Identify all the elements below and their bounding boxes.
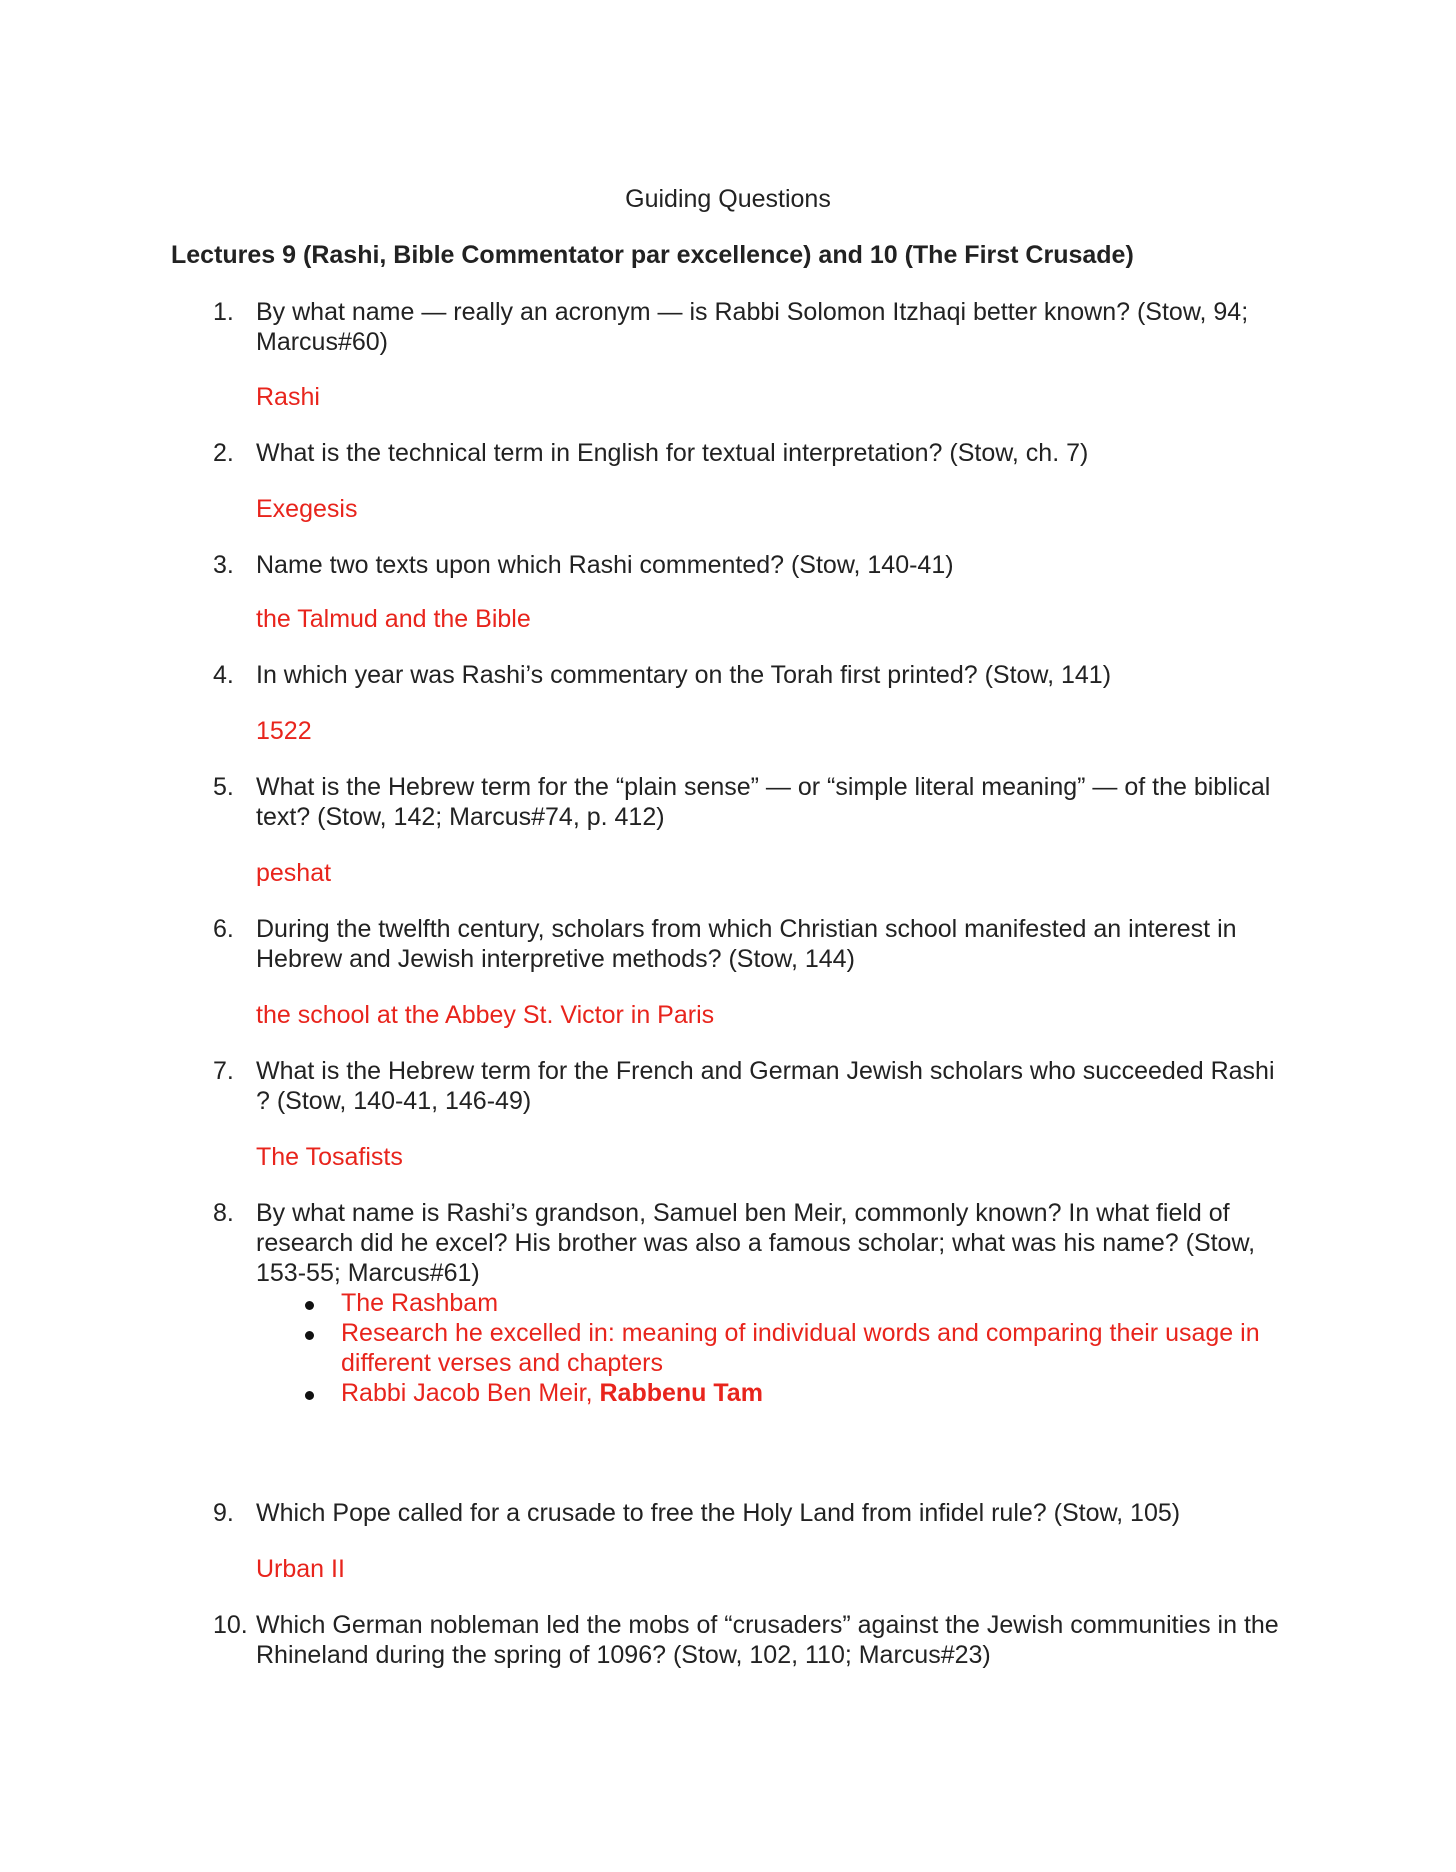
question-text: Name two texts upon which Rashi commented? (Stow, 140-41) (256, 551, 954, 579)
answer-7: The Tosafists (256, 1143, 403, 1171)
question-text: Which German nobleman led the mobs of “crusaders” against the Jewish communities in the Rhineland during the spring of 1096? (Stow, 102, 110; Marcus#23) (256, 1611, 1279, 1669)
answer-3: the Talmud and the Bible (256, 605, 531, 633)
answer-1: Rashi (256, 383, 320, 411)
bullet-text: The Rashbam (341, 1289, 499, 1317)
bullet-dot-icon (305, 1301, 314, 1310)
question-text: By what name — really an acronym — is Rabbi Solomon Itzhaqi better known? (Stow, 94; Marcus#60) (256, 298, 1249, 356)
bullet-text (341, 1378, 1291, 1408)
answer-4: 1522 (256, 717, 312, 745)
question-text: During the twelfth century, scholars from which Christian school manifested an interest in Hebrew and Jewish interpretive methods? (Stow, 144) (256, 915, 1237, 973)
bullet-dot-icon (305, 1331, 314, 1340)
question-number: 10. (213, 1611, 248, 1639)
question-number: 5. (213, 773, 234, 801)
answer-2: Exegesis (256, 495, 358, 523)
question-number: 2. (213, 439, 234, 467)
question-text: What is the Hebrew term for the “plain sense” — or “simple literal meaning” — of the biblical text? (Stow, 142; Marcus#74, p. 412) (256, 773, 1271, 831)
question-text: By what name is Rashi’s grandson, Samuel ben Meir, commonly known? In what field of research did he excel? His brother was also a famous scholar; what was his name? (Stow, 153-55; Marcus#61) (256, 1199, 1256, 1287)
question-number: 1. (213, 298, 234, 326)
question-number: 8. (213, 1199, 234, 1227)
question-text: What is the Hebrew term for the French and German Jewish scholars who succeeded Rashi ? (Stow, 140-41, 146-49) (256, 1057, 1275, 1115)
bullet-dot-icon (305, 1391, 314, 1400)
bullet-text-plain: Rabbi Jacob Ben Meir, (341, 1379, 600, 1407)
question-text: What is the technical term in English for textual interpretation? (Stow, ch. 7) (256, 439, 1089, 467)
answer-6: the school at the Abbey St. Victor in Paris (256, 1001, 715, 1029)
answer-9: Urban II (256, 1555, 345, 1583)
question-number: 3. (213, 551, 234, 579)
question-number: 6. (213, 915, 234, 943)
lecture-heading: Lectures 9 (Rashi, Bible Commentator par excellence) and 10 (The First Crusade) (171, 241, 1134, 269)
question-number: 4. (213, 661, 234, 689)
question-number: 7. (213, 1057, 234, 1085)
document-title: Guiding Questions (625, 185, 831, 213)
answer-5: peshat (256, 859, 332, 887)
question-text: In which year was Rashi’s commentary on the Torah first printed? (Stow, 141) (256, 661, 1112, 689)
question-number: 9. (213, 1499, 234, 1527)
bullet-text: Research he excelled in: meaning of individual words and comparing their usage in different verses and chapters (341, 1319, 1260, 1377)
question-text: Which Pope called for a crusade to free the Holy Land from infidel rule? (Stow, 105) (256, 1499, 1181, 1527)
bullet-text-bold: Rabbenu Tam (599, 1379, 763, 1407)
